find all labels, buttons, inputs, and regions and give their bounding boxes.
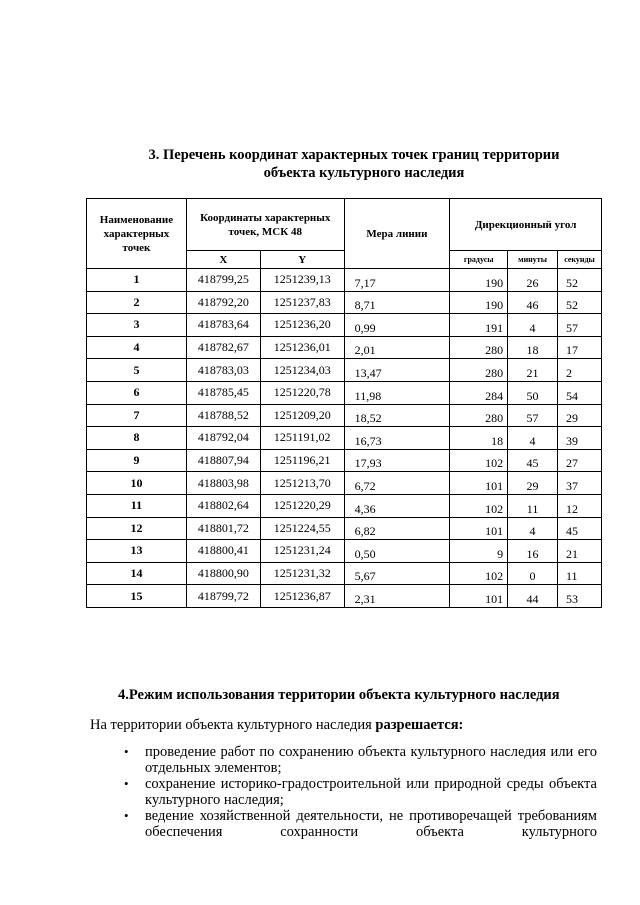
y-coordinate-cell: 1251191,02 <box>260 427 344 450</box>
permitted-activities-list <box>124 744 597 840</box>
table-row <box>87 269 602 292</box>
angle-minutes-cell: 57 <box>508 404 558 427</box>
point-number-cell: 8 <box>87 427 187 450</box>
line-length-cell: 5,67 <box>344 562 450 585</box>
permitted-intro-bold: разрешается: <box>375 717 464 733</box>
permitted-intro <box>90 717 463 734</box>
angle-minutes-cell: 46 <box>508 291 558 314</box>
y-coordinate-cell: 1251231,24 <box>260 540 344 563</box>
angle-seconds-cell: 11 <box>558 562 602 585</box>
header-minutes: минуты <box>508 251 558 269</box>
point-number-cell: 7 <box>87 404 187 427</box>
x-coordinate-cell: 418807,94 <box>186 449 260 472</box>
table-row <box>87 517 602 540</box>
y-coordinate-cell: 1251237,83 <box>260 291 344 314</box>
y-coordinate-cell: 1251196,21 <box>260 449 344 472</box>
angle-seconds-cell: 12 <box>558 494 602 517</box>
header-coordinates: Координаты характерных точек, МСК 48 <box>186 199 344 251</box>
angle-seconds-cell: 27 <box>558 449 602 472</box>
point-number-cell: 9 <box>87 449 187 472</box>
angle-degrees-cell: 102 <box>450 562 508 585</box>
x-coordinate-cell: 418782,67 <box>186 336 260 359</box>
list-item-text: проведение работ по сохранению объекта культурного наследия или его отдельных элементов; <box>145 744 597 776</box>
angle-minutes-cell: 50 <box>508 381 558 404</box>
table-body <box>87 269 602 608</box>
x-coordinate-cell: 418783,64 <box>186 314 260 337</box>
angle-seconds-cell: 45 <box>558 517 602 540</box>
angle-degrees-cell: 9 <box>450 540 508 563</box>
section-3-title-line2: объекта культурного наследия <box>263 165 465 181</box>
line-length-cell: 0,50 <box>344 540 450 563</box>
y-coordinate-cell: 1251224,55 <box>260 517 344 540</box>
angle-minutes-cell: 16 <box>508 540 558 563</box>
y-coordinate-cell: 1251239,13 <box>260 269 344 292</box>
line-length-cell: 8,71 <box>344 291 450 314</box>
angle-degrees-cell: 101 <box>450 517 508 540</box>
x-coordinate-cell: 418802,64 <box>186 494 260 517</box>
line-length-cell: 2,01 <box>344 336 450 359</box>
line-length-cell: 7,17 <box>344 269 450 292</box>
table-row <box>87 472 602 495</box>
y-coordinate-cell: 1251220,78 <box>260 381 344 404</box>
y-coordinate-cell: 1251236,20 <box>260 314 344 337</box>
bullet-icon: • <box>124 808 129 823</box>
header-seconds: секунды <box>558 251 602 269</box>
angle-minutes-cell: 44 <box>508 585 558 608</box>
angle-degrees-cell: 280 <box>450 336 508 359</box>
angle-seconds-cell: 21 <box>558 540 602 563</box>
x-coordinate-cell: 418788,52 <box>186 404 260 427</box>
section-3-title-line1: 3. Перечень координат характерных точек границ территории <box>148 147 560 163</box>
line-length-cell: 4,36 <box>344 494 450 517</box>
list-item <box>124 776 597 808</box>
x-coordinate-cell: 418801,72 <box>186 517 260 540</box>
point-number-cell: 6 <box>87 381 187 404</box>
y-coordinate-cell: 1251234,03 <box>260 359 344 382</box>
angle-minutes-cell: 26 <box>508 269 558 292</box>
header-line-length: Мера линии <box>344 199 450 269</box>
list-item-text: ведение хозяйственной деятельности, не противоречащей требованиям обеспечения сохранности объекта культурного <box>145 808 597 840</box>
header-direction-angle: Дирекционный угол <box>450 199 602 251</box>
angle-degrees-cell: 191 <box>450 314 508 337</box>
angle-degrees-cell: 280 <box>450 359 508 382</box>
line-length-cell: 6,82 <box>344 517 450 540</box>
x-coordinate-cell: 418803,98 <box>186 472 260 495</box>
line-length-cell: 17,93 <box>344 449 450 472</box>
angle-minutes-cell: 0 <box>508 562 558 585</box>
angle-degrees-cell: 280 <box>450 404 508 427</box>
angle-degrees-cell: 284 <box>450 381 508 404</box>
x-coordinate-cell: 418800,41 <box>186 540 260 563</box>
angle-minutes-cell: 4 <box>508 517 558 540</box>
point-number-cell: 5 <box>87 359 187 382</box>
table-row <box>87 427 602 450</box>
y-coordinate-cell: 1251236,01 <box>260 336 344 359</box>
line-length-cell: 0,99 <box>344 314 450 337</box>
angle-minutes-cell: 18 <box>508 336 558 359</box>
point-number-cell: 10 <box>87 472 187 495</box>
coordinates-table <box>86 198 602 608</box>
angle-seconds-cell: 2 <box>558 359 602 382</box>
y-coordinate-cell: 1251213,70 <box>260 472 344 495</box>
y-coordinate-cell: 1251209,20 <box>260 404 344 427</box>
angle-minutes-cell: 11 <box>508 494 558 517</box>
y-coordinate-cell: 1251236,87 <box>260 585 344 608</box>
angle-minutes-cell: 4 <box>508 314 558 337</box>
section-4-title: 4.Режим использования территории объекта культурного наследия <box>118 687 560 703</box>
table-row <box>87 381 602 404</box>
angle-minutes-cell: 4 <box>508 427 558 450</box>
x-coordinate-cell: 418792,20 <box>186 291 260 314</box>
line-length-cell: 2,31 <box>344 585 450 608</box>
line-length-cell: 6,72 <box>344 472 450 495</box>
point-number-cell: 15 <box>87 585 187 608</box>
angle-degrees-cell: 101 <box>450 472 508 495</box>
point-number-cell: 12 <box>87 517 187 540</box>
point-number-cell: 11 <box>87 494 187 517</box>
x-coordinate-cell: 418792,04 <box>186 427 260 450</box>
table-row <box>87 585 602 608</box>
y-coordinate-cell: 1251220,29 <box>260 494 344 517</box>
list-item <box>124 744 597 776</box>
line-length-cell: 13,47 <box>344 359 450 382</box>
angle-seconds-cell: 52 <box>558 291 602 314</box>
x-coordinate-cell: 418799,72 <box>186 585 260 608</box>
x-coordinate-cell: 418800,90 <box>186 562 260 585</box>
table-row <box>87 359 602 382</box>
table-row <box>87 314 602 337</box>
angle-seconds-cell: 53 <box>558 585 602 608</box>
line-length-cell: 11,98 <box>344 381 450 404</box>
point-number-cell: 13 <box>87 540 187 563</box>
line-length-cell: 16,73 <box>344 427 450 450</box>
list-item <box>124 808 597 840</box>
permitted-intro-text: На территории объекта культурного наследия <box>90 717 376 733</box>
table-row <box>87 562 602 585</box>
angle-seconds-cell: 29 <box>558 404 602 427</box>
header-point-name: Наименование характерных точек <box>87 199 187 269</box>
angle-degrees-cell: 102 <box>450 449 508 472</box>
table-row <box>87 449 602 472</box>
point-number-cell: 2 <box>87 291 187 314</box>
angle-seconds-cell: 17 <box>558 336 602 359</box>
header-degrees: градусы <box>450 251 508 269</box>
angle-seconds-cell: 52 <box>558 269 602 292</box>
x-coordinate-cell: 418785,45 <box>186 381 260 404</box>
angle-seconds-cell: 37 <box>558 472 602 495</box>
point-number-cell: 3 <box>87 314 187 337</box>
header-x: X <box>186 251 260 269</box>
table-row <box>87 404 602 427</box>
angle-degrees-cell: 190 <box>450 269 508 292</box>
point-number-cell: 1 <box>87 269 187 292</box>
angle-degrees-cell: 102 <box>450 494 508 517</box>
table-row <box>87 494 602 517</box>
bullet-icon: • <box>124 744 129 759</box>
angle-seconds-cell: 54 <box>558 381 602 404</box>
section-3-title <box>0 146 640 182</box>
header-y: Y <box>260 251 344 269</box>
point-number-cell: 4 <box>87 336 187 359</box>
table-row <box>87 291 602 314</box>
angle-minutes-cell: 21 <box>508 359 558 382</box>
list-item-text: сохранение историко-градостроительной или природной среды объекта культурного наследия; <box>145 776 597 808</box>
point-number-cell: 14 <box>87 562 187 585</box>
angle-degrees-cell: 18 <box>450 427 508 450</box>
angle-minutes-cell: 45 <box>508 449 558 472</box>
angle-minutes-cell: 29 <box>508 472 558 495</box>
bullet-icon: • <box>124 776 129 791</box>
x-coordinate-cell: 418799,25 <box>186 269 260 292</box>
table-row <box>87 336 602 359</box>
angle-seconds-cell: 39 <box>558 427 602 450</box>
angle-degrees-cell: 101 <box>450 585 508 608</box>
angle-seconds-cell: 57 <box>558 314 602 337</box>
line-length-cell: 18,52 <box>344 404 450 427</box>
x-coordinate-cell: 418783,03 <box>186 359 260 382</box>
y-coordinate-cell: 1251231,32 <box>260 562 344 585</box>
table-row <box>87 540 602 563</box>
angle-degrees-cell: 190 <box>450 291 508 314</box>
